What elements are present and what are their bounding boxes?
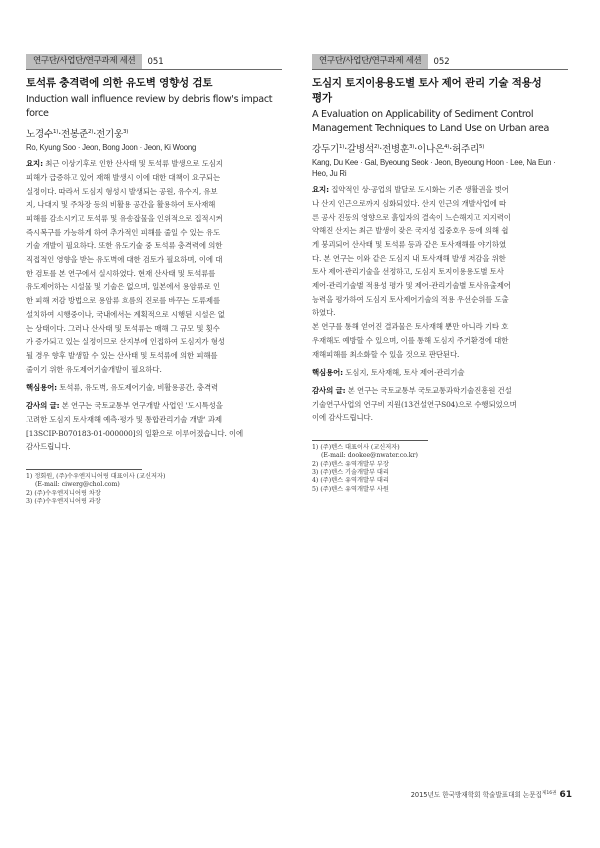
paper-number: 052 [428,57,449,67]
abstract-line: 른 공사 진동의 영향으로 흙입자의 결속이 느슨해지고 지지력이 [312,212,511,222]
abstract-line: 하였다. [312,308,336,318]
ack-line: 본 연구는 국토교통부 연구개발 사업인 '도시특성을 [61,401,223,411]
footnote: 3) (주)텐스 기술개발부 대리 [312,469,389,476]
abstract-line: 줄이기 위한 유도제어기술개발이 필요하다. [26,364,162,374]
session-label: 연구단/사업단/연구과제 세션 [26,54,142,69]
abstract-line: 나 산지 인근으로까지 심화되었다. 산지 인근의 개발사업에 따 [312,198,506,208]
keywords-text: 도심지, 토사재해, 토사 제어·관리기술 [345,368,465,378]
abstract [26,157,282,376]
session-header [26,54,282,70]
abstract-line: 게 붕괴되어 산사태 및 토석류 등과 같은 토사재해를 야기하였 [312,239,506,249]
abstract-line: 약해진 산지는 최근 발생이 잦은 국지성 집중호우 등에 의해 쉽 [312,226,509,236]
author-name: 갈병석 [347,144,374,156]
paper-title-ko: 토석류 충격력에 의한 유도벽 영향성 검토 [26,77,213,89]
ack-label: 감사의 글: [312,386,346,395]
keywords [26,381,282,395]
abstract-line: 될 경우 향후 발생할 수 있는 산사태 및 토석류에 의한 피해를 [26,351,218,360]
footnote-divider [312,440,428,441]
title-line: A Evaluation on Applicability of Sediment Control [312,109,534,120]
paper-052 [312,54,568,494]
paper-title-ko [312,76,568,106]
abstract-line: 한 피해 저감 방법으로 용암류 흐름의 진로를 바꾸는 도류제를 [26,296,220,306]
author-sup: 3) [408,144,415,150]
session-label: 연구단/사업단/연구과제 세션 [312,54,428,69]
author-name: 노경수 [26,129,53,141]
footnote: 2) (주)텐스 유역개발부 부장 [312,460,389,468]
authors-en: Ro, Kyung Soo · Jeon, Bong Joon · Jeon, Ki Woong [26,143,197,153]
footnote: (E-mail: ciwerg@chol.com) [35,481,120,489]
abstract-line: 유도제어하는 시설물 및 기술은 없으며, 일본에서 용암류로 인 [26,282,220,292]
ack-line: 감사드립니다. [26,442,71,452]
author-sup: 5) [479,144,485,150]
abstract-line: 지, 나대지 및 주차장 등의 비활용 공간을 활용하여 토사재해 [26,200,216,210]
author-sup: 1) [338,144,345,150]
author-sup: 4) [443,144,450,150]
ack-line: 이에 감사드립니다. [312,413,373,423]
paper-title-en [312,108,568,136]
abstract-line: 능력을 평가하여 도심지 토사제어기술의 적용 우선순위를 도출 [312,294,509,304]
footnote: 1) 정회원, (주)수우엔지니어링 대표이사 (교신저자) [26,472,166,480]
abstract-line: 최근 이상기후로 인한 산사태 및 토석류 발생으로 도심지 [45,159,223,169]
abstract-line: 토사 제어·관리기술을 선정하고, 도심지 토지이용용도별 토사 [312,267,504,277]
abstract-label: 요지: [312,185,329,195]
paper-number: 051 [142,57,163,67]
abstract-line: 집약적인 상·공업의 발달로 도시화는 기존 생활권을 벗어 [331,185,509,195]
keywords [312,366,568,380]
keywords-text: 토석류, 유도벽, 유도제어기술, 비활용공간, 충격력 [59,383,219,393]
authors-en [312,157,568,179]
abstract-line: 직접적인 영향을 받는 유도벽에 대한 검토가 필요하며, 이에 대 [26,255,223,265]
abstract-line: 우재해도 예방할 수 있으며, 이를 통해 도심지 주거환경에 대한 [312,335,509,345]
proceedings-title: 2015년도 한국방재학회 학술발표대회 논문집 [410,791,543,799]
footnote: 5) (주)텐스 유역개발부 사원 [312,485,389,493]
keywords-label: 핵심용어: [26,383,58,393]
author-sup: 2) [373,144,380,150]
authors-ko: 강두기$^{1)}$·갈병석$^{2)}$·전병훈$^{3)}$·이나은$^{4)}$·허주리$^{5)}$ [312,144,485,156]
authors-en-line: Heo, Ju Ri [312,169,347,179]
footnote: 4) (주)텐스 유역개발부 대리 [312,477,389,485]
ack-line: 고려한 도심지 토사재해 예측·평가 및 통합관리기술 개발' 과제 [26,414,222,424]
abstract-line: 기술 개발이 필요하다. 또한 유도기술 중 토석류 충격력에 의한 [26,241,223,251]
author-sup: 1) [52,129,59,135]
abstract-line: 재해피해를 최소화할 수 있을 것으로 판단된다. [312,349,460,359]
author-name: 강두기 [312,144,339,156]
keywords-label: 핵심용어: [312,368,344,378]
author-name: 전병훈 [382,144,409,156]
abstract-line: 실정이다. 따라서 도심지 형성시 발생되는 공원, 유수지, 유보 [26,186,218,196]
abstract-line: 는 상태이다. 그러나 산사태 및 토석류는 매해 그 규모 및 횟수 [26,323,220,333]
footnote: 1) (주)텐스 대표이사 (교신저자) [312,444,400,452]
author-name: 전기웅 [96,129,123,141]
footnote-divider [26,469,142,470]
author-name: 이나은 [417,144,444,156]
abstract-line: 즉시복구를 가능하게 하여 추가적인 피해를 줄일 수 있는 유도 [26,227,220,237]
footnote: (E-mail: dookee@nwater.co.kr) [321,452,418,460]
paper-051 [26,54,282,506]
ack-line: 본 연구는 국토교통부 국토교통과학기술진흥원 건설 [347,386,512,395]
author-name: 허주리 [452,144,479,156]
volume-sup: 제16권 [542,790,557,796]
abstract-line: 피해를 감소시키고 토석류 및 유송잡물을 인위적으로 집적시켜 [26,213,223,223]
authors-ko: 노경수$^{1)}$·전봉준$^{2)}$·전기웅$^{3)}$ [26,129,129,141]
footnote: 2) (주)수우엔지니어링 차장 [26,489,101,497]
page-number: 61 [559,790,572,800]
abstract-line: 가 증가되고 있는 실정이므로 산지부에 인접하여 도심지가 형성 [26,337,225,347]
title-line: 평가 [312,92,332,104]
ack-label: 감사의 글: [26,401,60,411]
footnote: 3) (주)수우엔지니어링 과장 [26,497,101,505]
abstract-line: 본 연구를 통해 얻어진 결과물은 토사재해 뿐만 아니라 기타 호 [312,322,509,332]
title-line: 도심지 토지이용용도별 토사 제어 관리 기술 적용성 [312,77,542,89]
ack-line: 기술연구사업의 연구비 지원(13건설연구S04)으로 수행되었으며 [312,399,517,409]
abstract [312,183,568,361]
acknowledgement [26,399,282,454]
abstract-line: 제어·관리기술별 적용성 평가 및 제어·관리기술별 토사유출제어 [312,281,511,291]
abstract-label: 요지: [26,159,43,169]
acknowledgement [312,384,568,425]
abstract-line: 설치하여 시행중이나, 국내에서는 계획적으로 시행된 시설은 없 [26,309,225,319]
author-sup: 3) [122,129,129,135]
session-header [312,54,568,70]
authors-en-line: Kang, Du Kee · Gal, Byeoung Seok · Jeon, Byeoung Hoon · Lee, Na Eun · [312,158,556,168]
title-line: Management Techniques to Land Use on Urban area [312,123,550,134]
page-footer [392,789,572,800]
ack-line: [13SCIP-B070183-01-000000]의 일환으로 이루어졌습니다. 이에 [26,428,244,438]
abstract-line: 다. 본 연구는 이와 같은 도심지 내 토사재해 발생 저감을 위한 [312,253,506,263]
author-name: 전봉준 [61,129,88,141]
paper-title-en: Induction wall influence review by debris flow's impact force [26,94,273,119]
abstract-line: 피해가 급증하고 있어 재해 발생시 이에 대한 대책이 요구되는 [26,172,220,182]
author-sup: 2) [87,129,94,135]
abstract-line: 한 검토를 본 연구에서 실시하였다. 현재 산사태 및 토석류를 [26,268,216,278]
